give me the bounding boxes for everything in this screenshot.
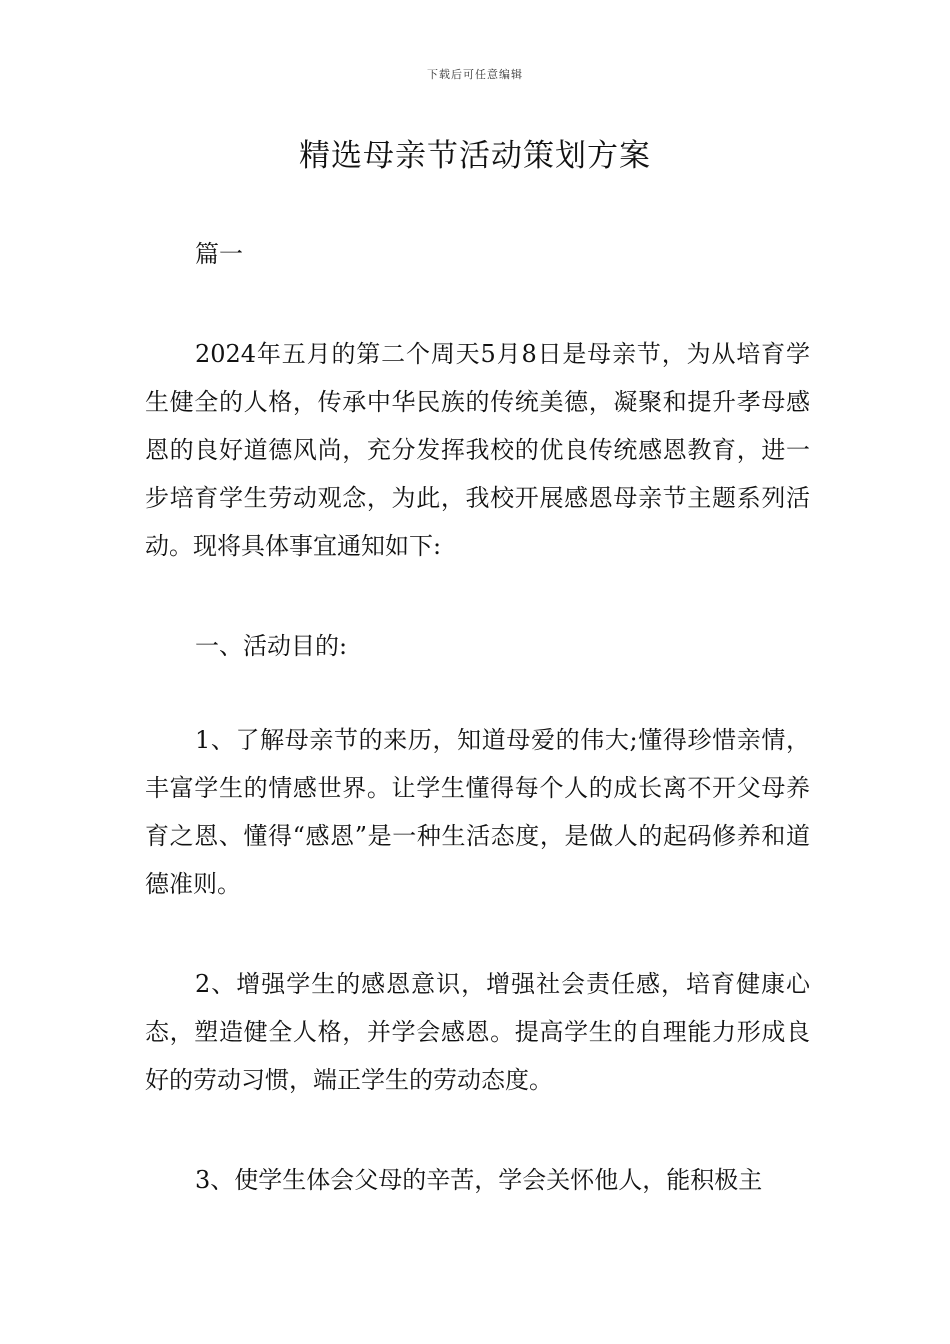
document-body — [145, 230, 810, 1204]
heading-activity-purpose: 一、活动目的: — [195, 632, 348, 660]
purpose-item-3: 3、使学生体会父母的辛苦，学会关怀他人，能积极主 — [195, 1166, 763, 1194]
intro-paragraph: 2024年五月的第二个周天5月8日是母亲节，为从培育学生健全的人格，传承中华民族的传统美德，凝聚和提升孝母感恩的良好道德风尚，充分发挥我校的优良传统感恩教育，进一步培育学生劳动观念，为此，我校开展感恩母亲节主题系列活动。现将具体事宜通知如下: — [145, 340, 810, 560]
header-note: 下载后可任意编辑 — [427, 68, 523, 81]
section-label: 篇一 — [195, 240, 243, 268]
document-title: 精选母亲节活动策划方案 — [299, 138, 651, 174]
purpose-item-1: 1、了解母亲节的来历，知道母爱的伟大;懂得珍惜亲情，丰富学生的情感世界。让学生懂得每个人的成长离不开父母养育之恩、懂得“感恩”是一种生活态度，是做人的起码修养和道德准则。 — [145, 726, 810, 898]
purpose-item-2: 2、增强学生的感恩意识，增强社会责任感，培育健康心态，塑造健全人格，并学会感恩。提高学生的自理能力形成良好的劳动习惯，端正学生的劳动态度。 — [145, 970, 810, 1094]
